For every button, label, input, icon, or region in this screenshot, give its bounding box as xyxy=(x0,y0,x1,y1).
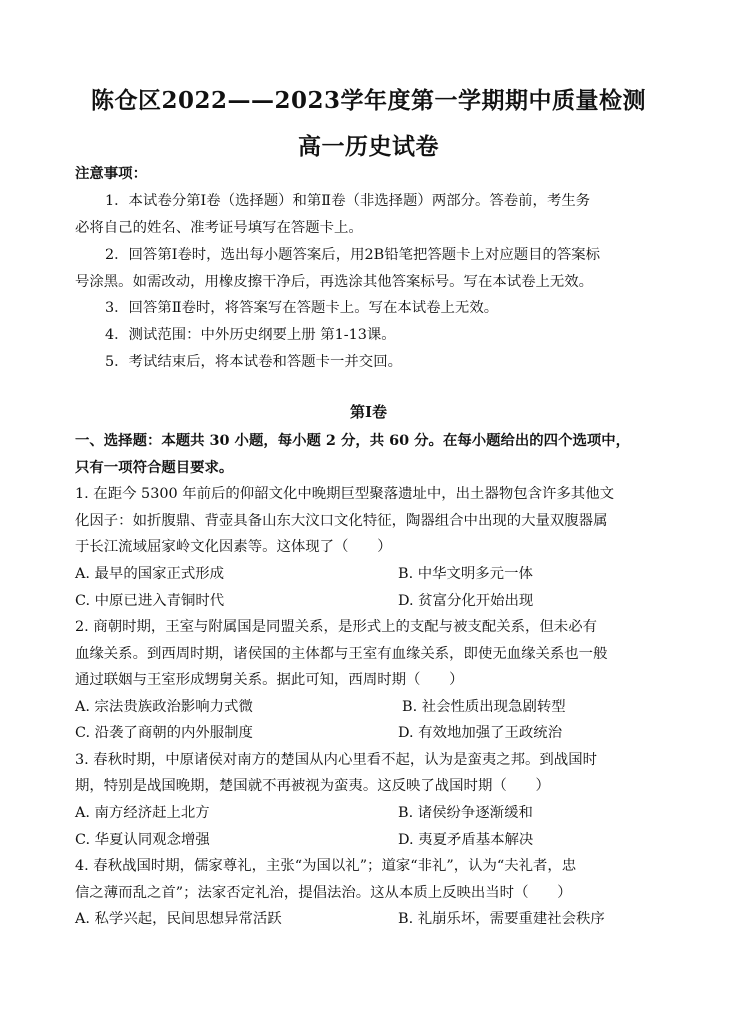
notice-line: 必将自己的姓名、准考证号填写在答题卡上。 xyxy=(75,220,363,236)
option-b: B. 中华文明多元一体 xyxy=(398,566,533,582)
notice-line: 2．回答第Ⅰ卷时，选出每小题答案后，用2B铅笔把答题卡上对应题目的答案标 xyxy=(105,247,601,263)
notice-heading: 注意事项： xyxy=(75,165,147,182)
section-instruction: 只有一项符合题目要求。 xyxy=(75,459,234,476)
notice-line: 号涂黑。如需改动，用橡皮擦干净后，再选涂其他答案标号。写在本试卷上无效。 xyxy=(75,274,594,290)
notice-line: 4．测试范围：中外历史纲要上册 第1-13课。 xyxy=(105,327,396,343)
option-a: A. 私学兴起，民间思想异常活跃 xyxy=(75,911,282,927)
option-d: D. 贫富分化开始出现 xyxy=(398,593,534,609)
exam-title: 陈仓区2022——2023学年度第一学期期中质量检测 xyxy=(90,87,647,114)
notice-line: 5．考试结束后，将本试卷和答题卡一并交回。 xyxy=(105,354,402,370)
question-text: 2. 商朝时期，王室与附属国是同盟关系，是形式上的支配与被支配关系，但未必有 xyxy=(75,619,597,635)
option-b: B. 诸侯纷争逐渐缓和 xyxy=(398,805,533,821)
question-text: 化因子：如折腹鼎、背壶具备山东大汶口文化特征，陶器组合中出现的大量双腹器属 xyxy=(75,513,608,529)
option-c: C. 沿袭了商朝的内外服制度 xyxy=(75,725,253,741)
question-text: 期，特别是战国晚期，楚国就不再被视为蛮夷。这反映了战国时期（ ） xyxy=(75,778,550,794)
option-d: D. 有效地加强了王政统治 xyxy=(398,725,563,741)
option-a: A. 最早的国家正式形成 xyxy=(75,566,225,582)
exam-subtitle: 高一历史试卷 xyxy=(298,133,439,160)
question-text: 信之薄而乱之首”；法家否定礼治，提倡法治。这从本质上反映出当时（ ） xyxy=(75,885,572,901)
question-text: 通过联姻与王室形成甥舅关系。据此可知，西周时期（ ） xyxy=(75,672,464,688)
option-a: A. 南方经济赶上北方 xyxy=(75,805,210,821)
question-text: 3. 春秋时期，中原诸侯对南方的楚国从内心里看不起，认为是蛮夷之邦。到战国时 xyxy=(75,752,597,768)
option-c: C. 中原已进入青铜时代 xyxy=(75,593,225,609)
option-c: C. 华夏认同观念增强 xyxy=(75,832,210,848)
option-a: A. 宗法贵族政治影响力式微 xyxy=(75,699,253,715)
option-b: B. 社会性质出现急剧转型 xyxy=(402,699,566,715)
section-instruction: 一、选择题：本题共 30 小题，每小题 2 分，共 60 分。在每小题给出的四个选项中， xyxy=(75,432,631,449)
option-d: D. 夷夏矛盾基本解决 xyxy=(398,832,534,848)
notice-line: 3．回答第Ⅱ卷时，将答案写在答题卡上。写在本试卷上无效。 xyxy=(105,300,499,316)
section-title: 第Ⅰ卷 xyxy=(349,403,388,421)
question-text: 血缘关系。到西周时期，诸侯国的主体都与王室有血缘关系，即使无血缘关系也一般 xyxy=(75,646,608,662)
option-b: B. 礼崩乐坏，需要重建社会秩序 xyxy=(398,911,605,927)
notice-line: 1．本试卷分第Ⅰ卷（选择题）和第Ⅱ卷（非选择题）两部分。答卷前，考生务 xyxy=(105,193,591,209)
question-text: 1. 在距今 5300 年前后的仰韶文化中晚期巨型聚落遗址中，出土器物包含许多其他文 xyxy=(75,486,614,502)
question-text: 4. 春秋战国时期，儒家尊礼，主张“为国以礼”；道家“非礼”，认为“夫礼者，忠 xyxy=(75,858,577,874)
question-text: 于长江流域屈家岭文化因素等。这体现了（ ） xyxy=(75,539,392,555)
